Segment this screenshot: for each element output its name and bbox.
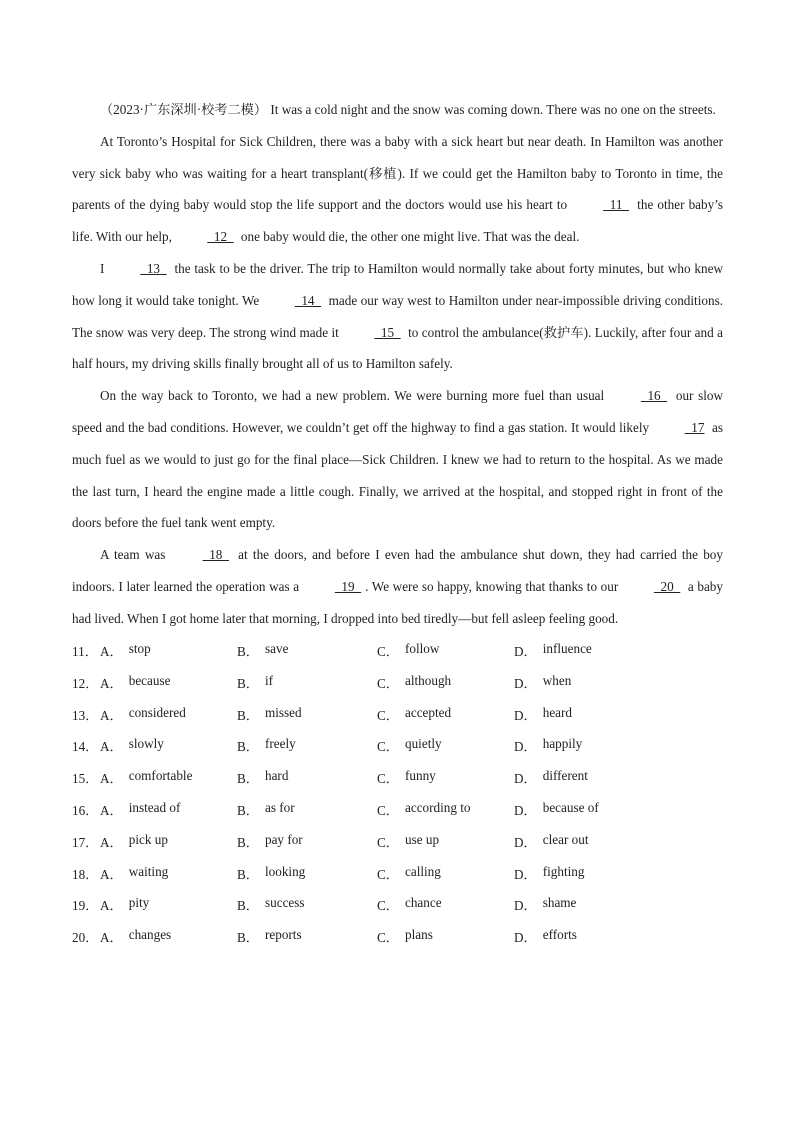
option-c[interactable] xyxy=(377,736,514,755)
option-letter: A． xyxy=(100,707,123,723)
option-d[interactable] xyxy=(514,864,664,883)
option-d[interactable] xyxy=(514,736,664,755)
passage-paragraph-1 xyxy=(72,94,723,126)
paragraph-text: . We were so happy, knowing that thanks to our xyxy=(365,578,622,594)
option-b[interactable] xyxy=(237,768,377,787)
option-letter: B． xyxy=(237,771,259,787)
question-row-14 xyxy=(72,730,723,762)
option-text: efforts xyxy=(542,927,577,943)
option-letter: D． xyxy=(514,866,537,882)
blank-17: 17 xyxy=(684,419,705,435)
question-row-17 xyxy=(72,825,723,857)
option-d[interactable] xyxy=(514,673,664,692)
option-a[interactable] xyxy=(100,673,237,692)
option-text: reports xyxy=(264,927,302,943)
option-a[interactable] xyxy=(100,927,237,946)
option-letter: A． xyxy=(100,739,123,755)
option-text: according to xyxy=(404,799,471,815)
option-b[interactable] xyxy=(237,927,377,946)
option-letter: C． xyxy=(377,675,399,691)
blank-19: 19 xyxy=(334,578,362,594)
question-number: 12． xyxy=(72,675,99,691)
question-row-13 xyxy=(72,698,723,730)
option-text: success xyxy=(264,895,305,911)
question-row-11 xyxy=(72,635,723,667)
option-text: heard xyxy=(542,704,573,720)
option-letter: C． xyxy=(377,898,399,914)
option-d[interactable] xyxy=(514,895,664,914)
option-text: comfortable xyxy=(128,768,193,784)
option-letter: D． xyxy=(514,834,537,850)
option-text: instead of xyxy=(128,799,181,815)
option-c[interactable] xyxy=(377,895,514,914)
option-a[interactable] xyxy=(100,800,237,819)
option-a[interactable] xyxy=(100,768,237,787)
option-text: pay for xyxy=(264,831,303,847)
question-number: 11． xyxy=(72,643,98,659)
option-letter: C． xyxy=(377,930,399,946)
option-text: happily xyxy=(542,736,583,752)
option-text: looking xyxy=(264,863,306,879)
option-b[interactable] xyxy=(237,832,377,851)
option-letter: C． xyxy=(377,771,399,787)
question-row-20 xyxy=(72,921,723,953)
paragraph-text: At Toronto’s Hospital for Sick Children, there was a baby with a sick heart but near death. In Hamilton was another very sick baby who was waiting for a heart transplant(移植). If we could get the Hamilton baby to Toronto in time, the parents of the dying baby would stop the life support and the doctors would use his heart to xyxy=(72,133,723,213)
blank-15: 15 xyxy=(374,324,401,340)
option-a[interactable] xyxy=(100,705,237,724)
question-number: 14． xyxy=(72,739,99,755)
option-b[interactable] xyxy=(237,736,377,755)
option-text: because xyxy=(128,672,171,688)
question-number: 20． xyxy=(72,930,99,946)
option-text: shame xyxy=(542,895,577,911)
option-c[interactable] xyxy=(377,705,514,724)
question-row-18 xyxy=(72,857,723,889)
option-text: freely xyxy=(264,736,296,752)
option-c[interactable] xyxy=(377,768,514,787)
option-d[interactable] xyxy=(514,832,664,851)
passage-paragraph-3 xyxy=(72,253,723,380)
option-letter: B． xyxy=(237,802,259,818)
option-letter: A． xyxy=(100,898,123,914)
blank-14: 14 xyxy=(294,292,322,308)
option-c[interactable] xyxy=(377,927,514,946)
question-number: 19． xyxy=(72,898,99,914)
option-text: missed xyxy=(264,704,302,720)
option-text: save xyxy=(264,640,289,656)
question-row-16 xyxy=(72,794,723,826)
option-letter: C． xyxy=(377,739,399,755)
option-d[interactable] xyxy=(514,927,664,946)
option-letter: B． xyxy=(237,707,259,723)
option-d[interactable] xyxy=(514,768,664,787)
option-text: use up xyxy=(404,831,440,847)
option-letter: D． xyxy=(514,771,537,787)
option-a[interactable] xyxy=(100,895,237,914)
blank-20: 20 xyxy=(653,578,681,594)
passage-paragraph-4 xyxy=(72,380,723,539)
question-number: 15． xyxy=(72,771,99,787)
option-b[interactable] xyxy=(237,895,377,914)
option-text: clear out xyxy=(542,831,589,847)
option-a[interactable] xyxy=(100,736,237,755)
option-text: slowly xyxy=(128,736,164,752)
option-text: considered xyxy=(128,704,186,720)
question-row-12 xyxy=(72,666,723,698)
question-number: 16． xyxy=(72,802,99,818)
option-letter: A． xyxy=(100,675,123,691)
option-text: chance xyxy=(404,895,442,911)
answer-options xyxy=(72,635,723,953)
option-letter: D． xyxy=(514,802,537,818)
paragraph-text: as much fuel as we would to just go for the final place—Sick Children. I knew we had to return to the hospital. As we made the last turn, I heard the engine made a little cough. Finally, we arrived at the hospital, and stopped right in front of the doors before the fuel tank went empty. xyxy=(72,419,723,531)
option-d[interactable] xyxy=(514,641,664,660)
option-text: calling xyxy=(404,863,441,879)
option-text: waiting xyxy=(128,863,169,879)
paragraph-text: made our way west to Hamilton under near-impossible driving conditions. The snow was very deep. The strong wind made it xyxy=(72,292,723,340)
option-letter: C． xyxy=(377,707,399,723)
option-letter: D． xyxy=(514,739,537,755)
option-text: quietly xyxy=(404,736,442,752)
option-letter: C． xyxy=(377,866,399,882)
option-text: as for xyxy=(264,799,295,815)
blank-16: 16 xyxy=(640,388,668,404)
option-letter: D． xyxy=(514,898,537,914)
option-letter: B． xyxy=(237,739,259,755)
option-c[interactable] xyxy=(377,800,514,819)
blank-18: 18 xyxy=(202,547,229,563)
paragraph-text: at the doors, and before I even had the ambulance shut down, they had carried the boy indoors. I later learned the operation was a xyxy=(72,547,723,594)
option-text: follow xyxy=(404,640,440,656)
option-letter: D． xyxy=(514,707,537,723)
passage-paragraph-5 xyxy=(72,539,723,634)
option-b[interactable] xyxy=(237,641,377,660)
option-c[interactable] xyxy=(377,673,514,692)
option-text: different xyxy=(542,768,588,784)
option-letter: A． xyxy=(100,643,123,659)
source-note: （2023·广东深圳·校考二模） xyxy=(100,102,268,117)
option-letter: C． xyxy=(377,643,399,659)
option-text: plans xyxy=(404,927,433,943)
option-text: stop xyxy=(128,640,151,656)
option-text: accepted xyxy=(404,704,452,720)
paragraph-text: a baby had lived. When I got home later that morning, I dropped into bed tiredly—but fell asleep feeling good. xyxy=(72,578,723,626)
option-letter: A． xyxy=(100,866,123,882)
question-number: 13． xyxy=(72,707,99,723)
question-row-19 xyxy=(72,889,723,921)
option-letter: A． xyxy=(100,930,123,946)
paragraph-text: the task to be the driver. The trip to Hamilton would normally take about forty minutes, but who knew how long it would take tonight. We xyxy=(72,260,723,308)
option-text: fighting xyxy=(542,863,585,879)
option-a[interactable] xyxy=(100,864,237,883)
option-b[interactable] xyxy=(237,673,377,692)
option-a[interactable] xyxy=(100,641,237,660)
option-c[interactable] xyxy=(377,832,514,851)
option-text: funny xyxy=(404,768,436,784)
option-text: if xyxy=(264,672,274,688)
option-b[interactable] xyxy=(237,864,377,883)
option-text: although xyxy=(404,672,452,688)
option-letter: B． xyxy=(237,834,259,850)
option-d[interactable] xyxy=(514,800,664,819)
blank-13: 13 xyxy=(140,260,167,276)
option-text: pick up xyxy=(128,831,168,847)
option-c[interactable] xyxy=(377,864,514,883)
passage-paragraph-2 xyxy=(72,126,723,253)
paragraph-text: It was a cold night and the snow was coming down. There was no one on the streets. xyxy=(267,102,716,117)
option-letter: A． xyxy=(100,771,123,787)
paragraph-text: to control the ambulance(救护车). Luckily, after four and a half hours, my driving skills finally brought all of us to Hamilton safely. xyxy=(72,324,723,372)
option-c[interactable] xyxy=(377,641,514,660)
option-letter: B． xyxy=(237,866,259,882)
paragraph-text: our slow speed and the bad conditions. However, we couldn’t get off the highway to find a gas station. It would likely xyxy=(72,388,723,435)
option-letter: A． xyxy=(100,834,123,850)
option-text: influence xyxy=(542,640,592,656)
paragraph-text: one baby would die, the other one might live. That was the deal. xyxy=(237,229,580,245)
option-text: hard xyxy=(264,768,289,784)
option-text: because of xyxy=(542,799,599,815)
option-letter: C． xyxy=(377,802,399,818)
option-letter: B． xyxy=(237,643,259,659)
option-d[interactable] xyxy=(514,705,664,724)
paragraph-text: the other baby’s life. With our help, xyxy=(72,197,724,245)
option-letter: D． xyxy=(514,643,537,659)
option-letter: A． xyxy=(100,802,123,818)
option-letter: B． xyxy=(237,930,259,946)
option-a[interactable] xyxy=(100,832,237,851)
option-text: when xyxy=(542,672,572,688)
blank-11: 11 xyxy=(603,197,630,213)
option-b[interactable] xyxy=(237,800,377,819)
option-text: changes xyxy=(128,927,172,943)
paragraph-text: A team was xyxy=(100,547,171,563)
question-number: 18． xyxy=(72,866,99,882)
option-letter: D． xyxy=(514,930,537,946)
question-number: 17． xyxy=(72,834,99,850)
option-letter: B． xyxy=(237,675,259,691)
option-letter: D． xyxy=(514,675,537,691)
question-row-15 xyxy=(72,762,723,794)
option-letter: C． xyxy=(377,834,399,850)
paragraph-text: On the way back to Toronto, we had a new problem. We were burning more fuel than usual xyxy=(100,388,609,404)
option-b[interactable] xyxy=(237,705,377,724)
option-text: pity xyxy=(128,895,150,911)
option-letter: B． xyxy=(237,898,259,914)
document-page xyxy=(72,94,723,953)
paragraph-text: I xyxy=(100,260,109,276)
blank-12: 12 xyxy=(207,229,234,245)
